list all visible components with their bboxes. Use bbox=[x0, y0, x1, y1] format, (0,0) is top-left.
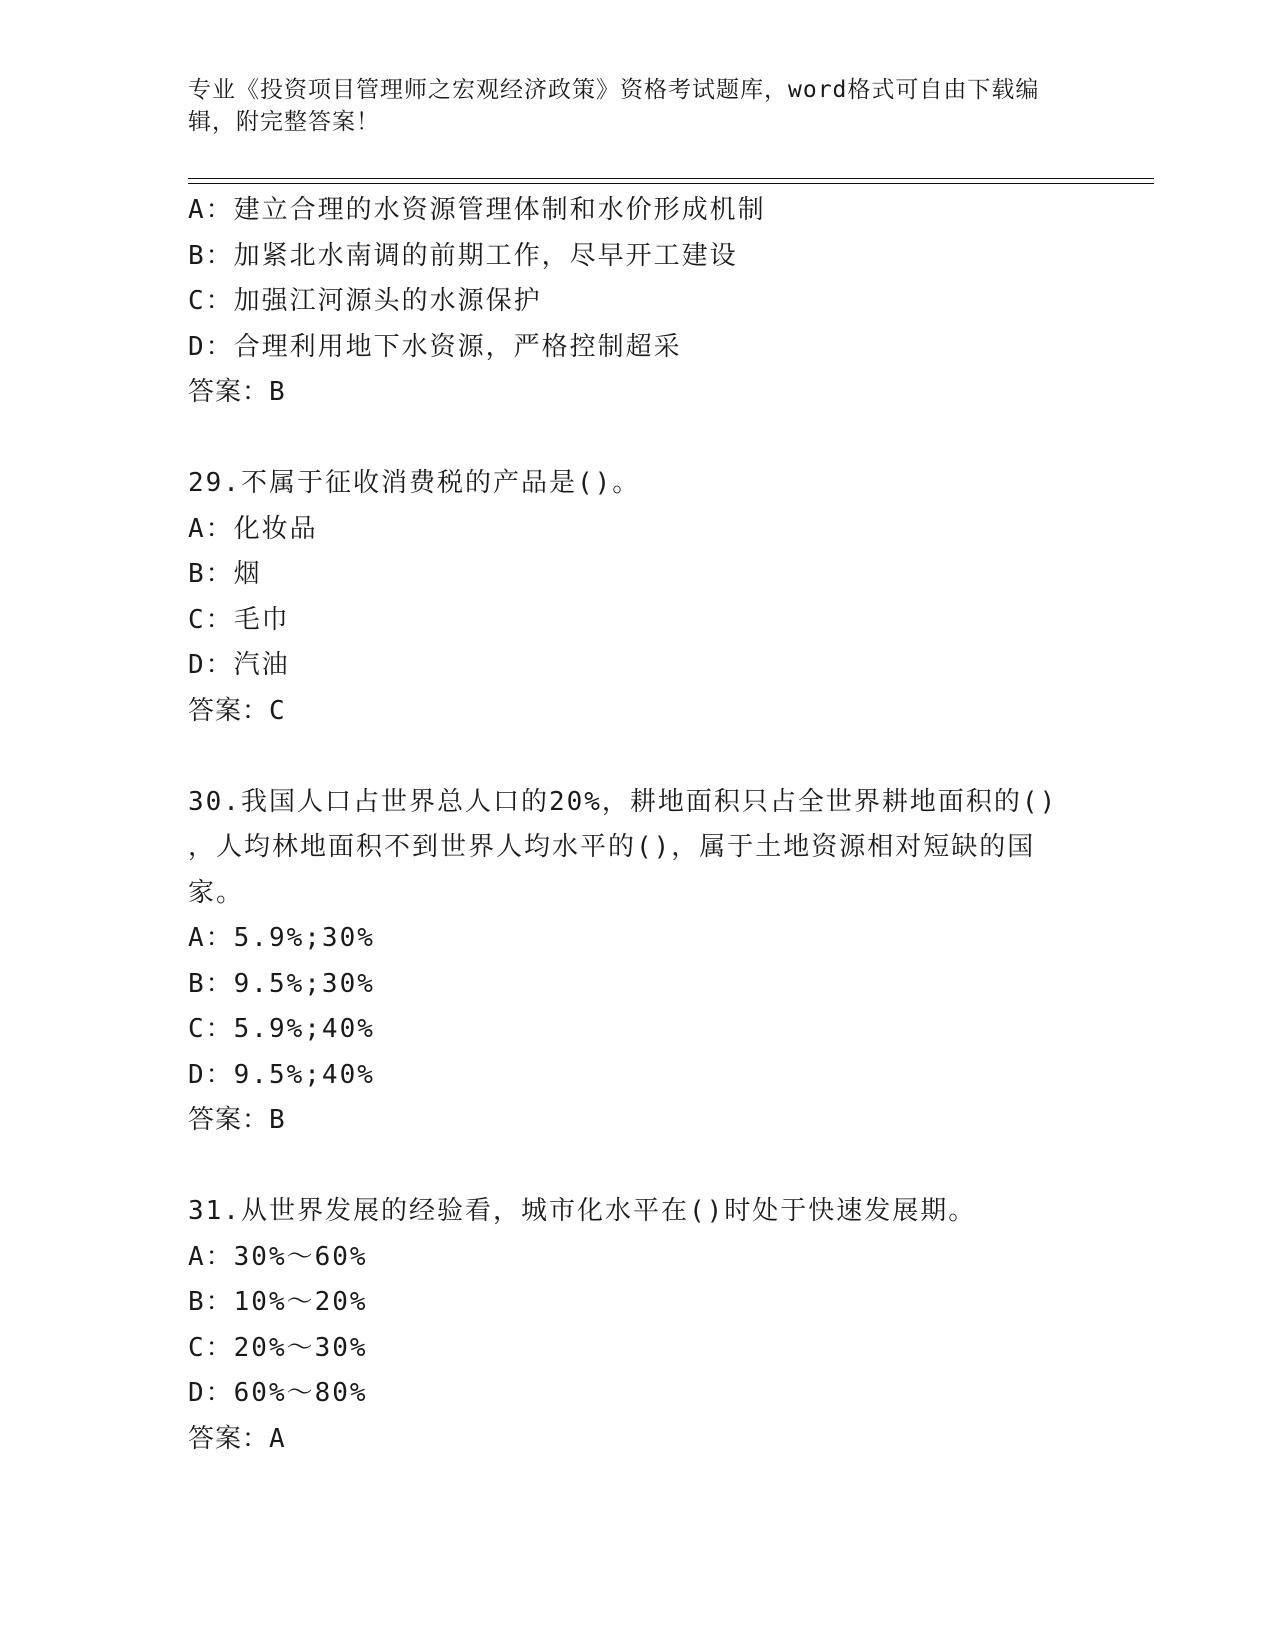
spacer bbox=[188, 734, 1088, 780]
option-d: D：9.5%;40% bbox=[188, 1059, 375, 1090]
option-c: C：20%～30% bbox=[188, 1332, 368, 1363]
option-a: A：建立合理的水资源管理体制和水价形成机制 bbox=[188, 195, 766, 225]
option-d: D：合理利用地下水资源，严格控制超采 bbox=[188, 331, 682, 362]
option-c: C：毛巾 bbox=[188, 604, 290, 635]
question-stem-line-3: 家。 bbox=[188, 877, 245, 908]
option-b: B：烟 bbox=[188, 559, 262, 589]
question-stem: 31.从世界发展的经验看，城市化水平在()时处于快速发展期。 bbox=[188, 1196, 977, 1226]
answer: 答案：C bbox=[188, 695, 286, 726]
option-b: B：加紧北水南调的前期工作，尽早开工建设 bbox=[188, 240, 738, 271]
option-a: A：30%～60% bbox=[188, 1241, 368, 1272]
header-line-2: 辑，附完整答案！ bbox=[188, 109, 380, 135]
option-d: D：汽油 bbox=[188, 650, 290, 680]
spacer bbox=[188, 1144, 1088, 1190]
answer: 答案：B bbox=[188, 377, 286, 407]
answer: 答案：B bbox=[188, 1105, 286, 1135]
option-c: C：加强江河源头的水源保护 bbox=[188, 286, 542, 316]
question-30 bbox=[188, 780, 1088, 1144]
question-28-continued bbox=[188, 188, 1088, 416]
header-divider-bottom bbox=[188, 183, 1154, 184]
answer: 答案：A bbox=[188, 1423, 286, 1454]
question-stem: 29.不属于征收消费税的产品是()。 bbox=[188, 468, 641, 498]
header-line-1: 专业《投资项目管理师之宏观经济政策》资格考试题库，word格式可自由下载编 bbox=[188, 77, 1040, 103]
option-a: A：5.9%;30% bbox=[188, 923, 375, 953]
question-29 bbox=[188, 461, 1088, 734]
spacer bbox=[188, 416, 1088, 462]
option-a: A：化妆品 bbox=[188, 513, 318, 544]
option-b: B：10%～20% bbox=[188, 1287, 368, 1317]
question-stem-line-2: ，人均林地面积不到世界人均水平的()，属于土地资源相对短缺的国 bbox=[188, 832, 1036, 862]
question-stem-line-1: 30.我国人口占世界总人口的20%，耕地面积只占全世界耕地面积的() bbox=[188, 786, 1058, 817]
option-b: B：9.5%;30% bbox=[188, 968, 375, 999]
document-header bbox=[188, 74, 1068, 138]
question-content bbox=[188, 188, 1088, 1462]
question-31 bbox=[188, 1189, 1088, 1462]
header-divider-top bbox=[188, 178, 1154, 179]
option-d: D：60%～80% bbox=[188, 1378, 368, 1408]
option-c: C：5.9%;40% bbox=[188, 1014, 375, 1044]
